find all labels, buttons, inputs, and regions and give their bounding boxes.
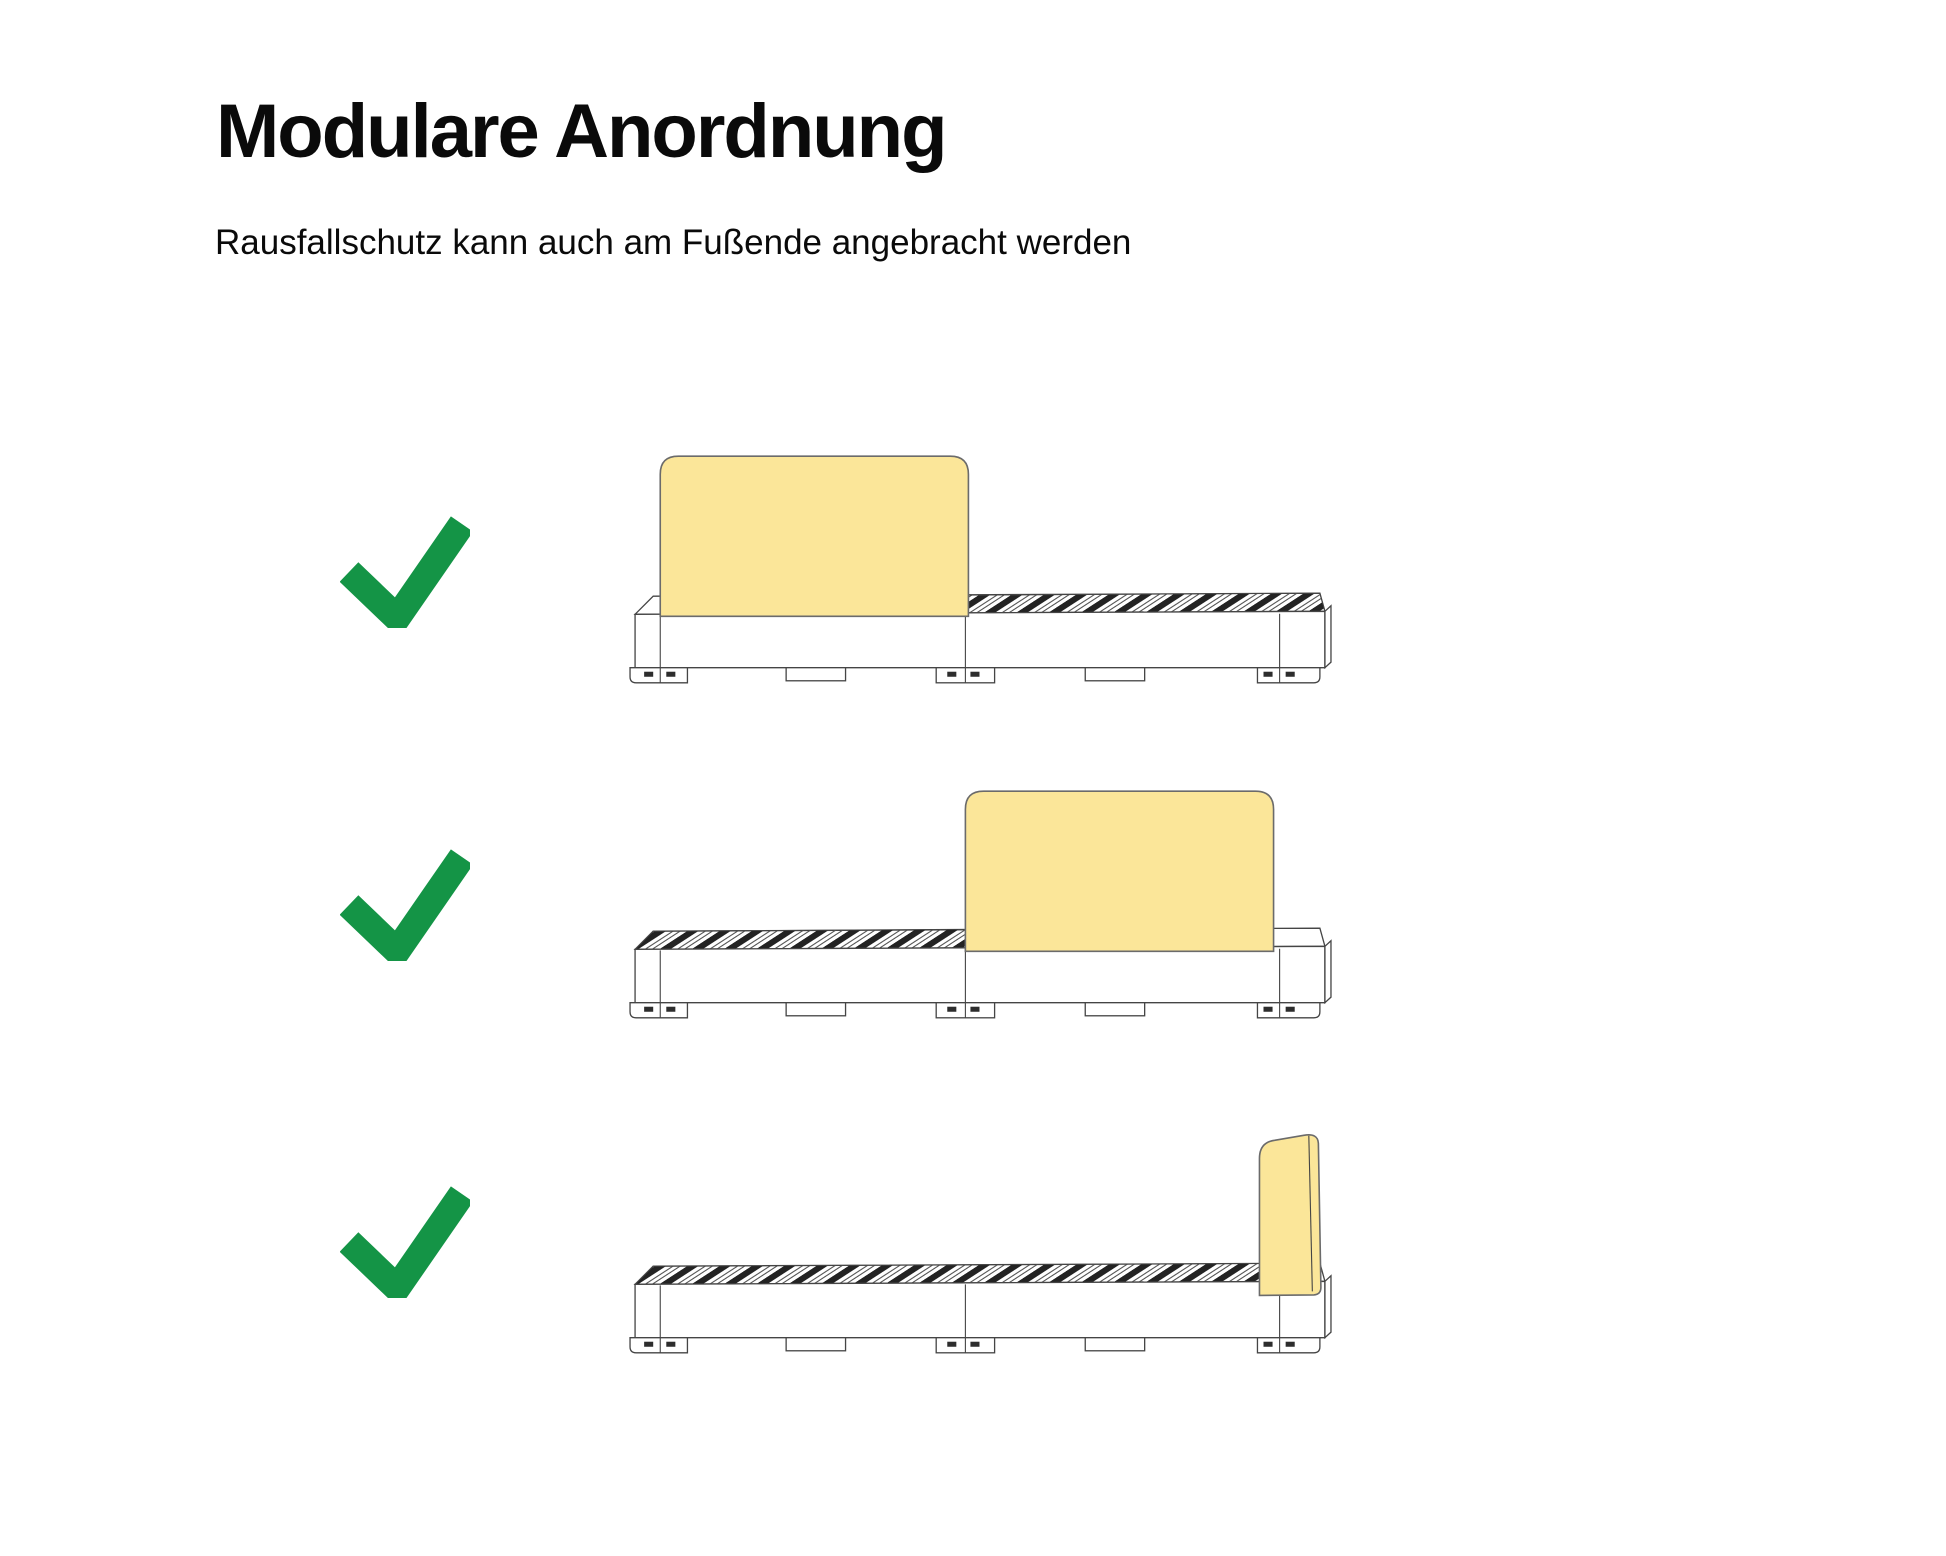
slats	[967, 593, 1325, 613]
bed-illustration-guard-left	[625, 448, 1335, 690]
slats	[635, 929, 977, 949]
bed-frame-front	[635, 611, 1325, 667]
bed-illustration-guard-right	[625, 783, 1335, 1025]
bed-feet	[630, 668, 1320, 683]
bed-frame-side	[1325, 941, 1331, 1003]
check-icon	[340, 1184, 470, 1298]
bed-feet	[630, 1003, 1320, 1018]
check-icon	[340, 514, 470, 628]
check-icon	[340, 847, 470, 961]
page-title: Modulare Anordnung	[216, 89, 946, 174]
guard-rail-panel	[660, 456, 968, 616]
bed-frame-side	[1325, 606, 1331, 668]
page-subtitle: Rausfallschutz kann auch am Fußende angebracht werden	[215, 223, 1132, 262]
slats	[635, 1263, 1292, 1284]
bed-illustration-guard-foot-end	[625, 1118, 1335, 1360]
guard-rail-panel-edge-on	[1259, 1135, 1320, 1296]
guard-rail-panel	[965, 791, 1273, 951]
bed-frame-side	[1325, 1276, 1331, 1338]
bed-frame-front	[635, 946, 1325, 1002]
bed-frame-front	[635, 1281, 1325, 1337]
bed-feet	[630, 1338, 1320, 1353]
